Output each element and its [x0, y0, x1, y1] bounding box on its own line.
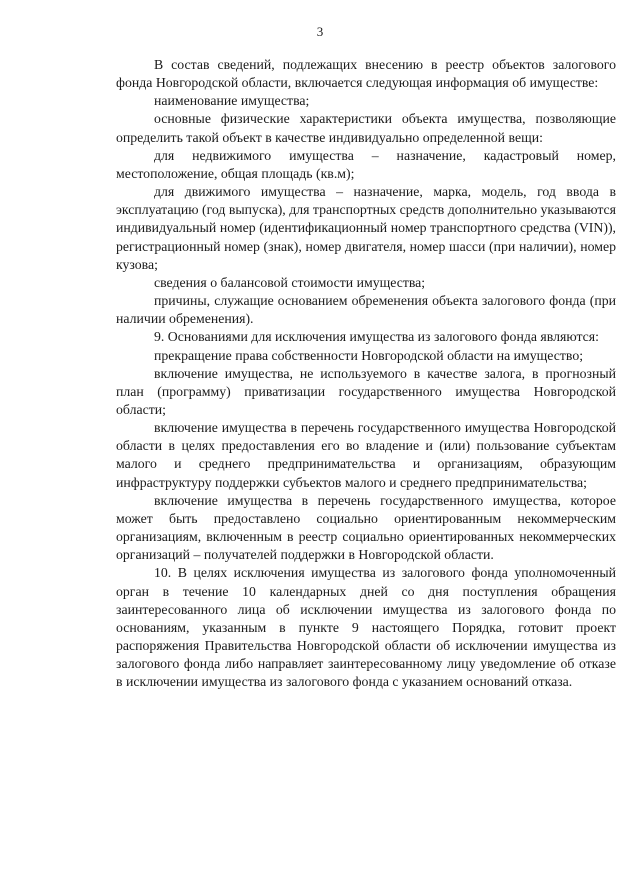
paragraph-small-business-list: включение имущества в перечень государственного имущества Новгородской области в целях предоставления его во владение и (или) пользование субъектам малого и среднего предпринимательства и организациям, образующим инфраструктуру поддержки субъектов малого и среднего предпринимательства;	[116, 420, 616, 490]
paragraph-movable-property: для движимого имущества – назначение, марка, модель, год ввода в эксплуатацию (год выпуска), для транспортных средств дополнительно указываются индивидуальный номер (идентификационный номер транспортного средства (VIN)), регистрационный номер (знак), номер двигателя, номер шасси (при наличии), номер кузова;	[116, 184, 616, 272]
page-number: 3	[316, 24, 324, 39]
paragraph-privatization-plan: включение имущества, не используемого в качестве залога, в прогнозный план (программу) приватизации государственного имущества Новгородской области;	[116, 365, 616, 417]
paragraph-physical-characteristics: основные физические характеристики объекта имущества, позволяющие определить такой объект в качестве индивидуально определенной вещи:	[116, 111, 616, 145]
paragraph-encumbrance: причины, служащие основанием обременения объекта залогового фонда (при наличии обременения).	[116, 293, 616, 327]
paragraph-section-9: 9. Основаниями для исключения имущества из залогового фонда являются:	[154, 329, 599, 345]
paragraph-nonprofit-list: включение имущества в перечень государственного имущества, которое может быть предоставлено социально ориентированным некоммерческим организациям, включенным в реестр социально ориентированных некоммерческих организаций – получателей поддержки в Новгородской области.	[116, 492, 616, 563]
paragraph-real-estate: для недвижимого имущества – назначение, кадастровый номер, местоположение, общая площадь (кв.м);	[116, 147, 616, 181]
paragraph-balance-value: сведения о балансовой стоимости имущества;	[154, 274, 426, 290]
paragraph-termination-of-ownership: прекращение права собственности Новгородской области на имущество;	[154, 347, 584, 363]
document-body	[116, 56, 616, 691]
paragraph-item-name: наименование имущества;	[154, 93, 310, 109]
paragraph-intro: В состав сведений, подлежащих внесению в реестр объектов залогового фонда Новгородской области, включается следующая информация об имуществе:	[116, 57, 616, 91]
paragraph-section-10: 10. В целях исключения имущества из залогового фонда уполномоченный орган в течение 10 календарных дней со дня поступления обращения заинтересованного лица об исключении имущества из залогового фонда по основаниям, указанным в пункте 9 настоящего Порядка, готовит проект распоряжения Правительства Новгородской области об исключении имущества из залогового фонда либо направляет заинтересованному лицу уведомление об отказе в исключении имущества из залогового фонда с указанием оснований отказа.	[116, 565, 616, 690]
